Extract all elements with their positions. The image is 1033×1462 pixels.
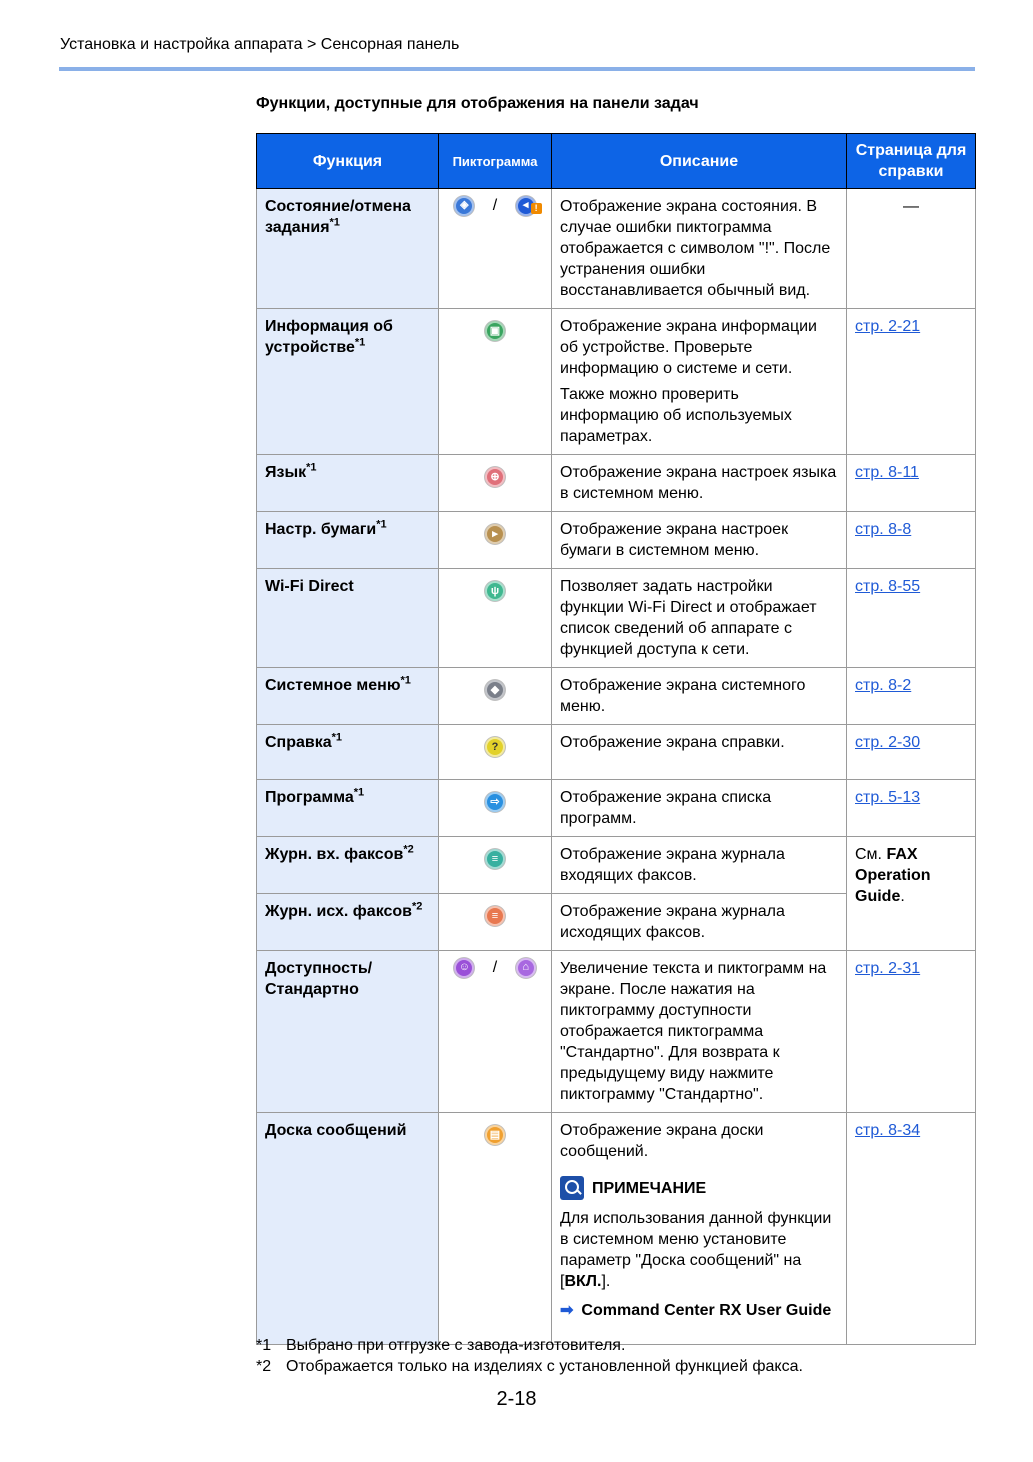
table-row (257, 569, 976, 668)
functions-table (256, 133, 976, 1345)
device-info-icon[interactable]: ▣ (485, 321, 505, 341)
icon-cell (439, 189, 552, 309)
reference-link[interactable]: стр. 5-13 (855, 789, 921, 806)
table-row (257, 512, 976, 569)
page-number: 2-18 (496, 1388, 537, 1410)
note-text: Для использования данной функции в системном меню установите параметр "Доска сообщений" на [ВКЛ.]. (560, 1210, 832, 1290)
footnote-mark: *1 (353, 786, 365, 799)
function-name: Системное меню$^{*1}$ (257, 668, 439, 725)
message-board-icon[interactable]: ▤ (485, 1125, 505, 1145)
function-name: Доска сообщений (257, 1113, 439, 1345)
icon-cell (439, 309, 552, 455)
function-description: Отображение экрана справки. (552, 725, 847, 780)
icon-cell (439, 569, 552, 668)
function-description: Отображение экрана состояния. В случае ошибки пиктограмма отображается с символом "!". После устранения ошибки восстанавливается обычный вид. (552, 189, 847, 309)
footnote-mark: *2 (412, 900, 423, 913)
reference-cell (847, 725, 976, 780)
reference-cell (847, 569, 976, 668)
description-paragraph: Отображение экрана информации об устройстве. Проверьте информацию о системе и сети. (560, 318, 817, 377)
header-description: Описание (552, 134, 847, 189)
icon-cell (439, 837, 552, 894)
language-icon[interactable]: ⊕ (485, 467, 505, 487)
table-row (257, 309, 976, 455)
reference-link[interactable]: стр. 8-8 (855, 521, 912, 538)
icon-cell (439, 780, 552, 837)
function-description: Отображение экрана журнала исходящих факсов. (552, 894, 847, 951)
system-menu-icon[interactable]: ◆ (485, 680, 505, 700)
footnote-mark: *2 (403, 843, 414, 856)
icon-separator: / (492, 959, 498, 976)
icon-separator: / (492, 197, 498, 214)
table-row (257, 189, 976, 309)
reference-link[interactable]: стр. 8-34 (855, 1122, 921, 1139)
function-name: Настр. бумаги$^{*1}$ (257, 512, 439, 569)
table-row (257, 668, 976, 725)
reference-cell (847, 309, 976, 455)
paper-settings-icon[interactable]: ▸ (485, 524, 505, 544)
icon-cell (439, 668, 552, 725)
arrow-right-icon: ➡ (560, 1302, 574, 1319)
job-status-error-icon[interactable]: ◂ (516, 196, 536, 216)
icon-cell (439, 1113, 552, 1345)
function-name: Информация об устройстве$^{*1}$ (257, 309, 439, 455)
icon-cell (439, 725, 552, 780)
function-description: Отображение экрана настроек бумаги в системном меню. (552, 512, 847, 569)
help-icon[interactable]: ? (485, 737, 505, 757)
reference-cell (847, 512, 976, 569)
table-row (257, 725, 976, 780)
accessibility-icon[interactable]: ☺ (454, 958, 474, 978)
footnote-mark: *1 (376, 518, 387, 531)
guide-link[interactable] (560, 1300, 838, 1321)
footnote-mark: *1 (329, 216, 340, 229)
note-title: ПРИМЕЧАНИЕ (592, 1179, 707, 1197)
table-row (257, 1113, 976, 1345)
description-paragraph: Отображение экрана доски сообщений. (560, 1122, 764, 1160)
icon-cell (439, 455, 552, 512)
section-title: Функции, доступные для отображения на панели задач (256, 95, 699, 112)
standard-home-icon[interactable]: ⌂ (516, 958, 536, 978)
header-icon: Пиктограмма (439, 134, 552, 189)
reference-link[interactable]: стр. 2-30 (855, 734, 921, 751)
reference-link[interactable]: стр. 8-11 (855, 464, 919, 481)
function-description: Отображение экрана системного меню. (552, 668, 847, 725)
guide-link-label: Command Center RX User Guide (581, 1302, 832, 1319)
function-description: Отображение экрана настроек языка в системном меню. (552, 455, 847, 512)
outgoing-fax-log-icon[interactable]: ≡ (485, 906, 505, 926)
header-divider (59, 67, 975, 71)
function-name: Язык$^{*1}$ (257, 455, 439, 512)
icon-cell (439, 512, 552, 569)
reference-cell: — (847, 189, 976, 309)
description-paragraph: Также можно проверить информацию об используемых параметрах. (560, 386, 792, 445)
function-name: Справка$^{*1}$ (257, 725, 439, 780)
header-function: Функция (257, 134, 439, 189)
reference-link[interactable]: стр. 2-21 (855, 318, 921, 335)
reference-cell (847, 668, 976, 725)
function-description: Отображение экрана журнала входящих факсов. (552, 837, 847, 894)
table-row (257, 455, 976, 512)
footnote-mark: *1 (400, 674, 411, 687)
reference-cell (847, 780, 976, 837)
footnote-mark: *1 (306, 461, 317, 474)
function-description (552, 309, 847, 455)
breadcrumb: Установка и настройка аппарата > Сенсорная панель (60, 36, 460, 53)
function-name: Журн. вх. факсов$^{*2}$ (257, 837, 439, 894)
incoming-fax-log-icon[interactable]: ≡ (485, 849, 505, 869)
footnote-mark: *1 (331, 731, 343, 744)
reference-link[interactable]: стр. 8-2 (855, 677, 912, 694)
reference-link[interactable]: стр. 2-31 (855, 960, 921, 977)
warning-badge-icon: ! (531, 203, 542, 214)
guide-reference: FAX Operation Guide (855, 846, 931, 905)
function-name: Состояние/отмена задания$^{*1}$ (257, 189, 439, 309)
function-name: Программа$^{*1}$ (257, 780, 439, 837)
header-reference: Страница для справки (847, 134, 976, 189)
reference-cell (847, 951, 976, 1113)
table-row (257, 780, 976, 837)
footnotes (256, 1335, 803, 1377)
note-header (560, 1176, 838, 1200)
function-description (552, 1113, 847, 1345)
function-name: Wi-Fi Direct (257, 569, 439, 668)
function-description: Отображение экрана списка программ. (552, 780, 847, 837)
icon-cell (439, 951, 552, 1113)
reference-link[interactable]: стр. 8-55 (855, 578, 921, 595)
icon-cell (439, 894, 552, 951)
reference-cell (847, 455, 976, 512)
footnote: *1 Выбрано при отгрузке с завода-изготовителя. (256, 1337, 626, 1354)
function-description: Увеличение текста и пиктограмм на экране. После нажатия на пиктограмму доступности отображается пиктограмма "Стандартно". Для возврата к предыдущему виду нажмите пиктограмму "Стандартно". (552, 951, 847, 1113)
function-description: Позволяет задать настройки функции Wi-Fi Direct и отображает список сведений об аппарате с функцией доступа к сети. (552, 569, 847, 668)
job-status-icon[interactable]: ◈ (454, 196, 474, 216)
function-name: Журн. исх. факсов$^{*2}$ (257, 894, 439, 951)
program-icon[interactable]: ⇨ (485, 792, 505, 812)
table-row (257, 951, 976, 1113)
on-setting-label: ВКЛ. (564, 1273, 602, 1290)
reference-cell: См. FAX Operation Guide. (847, 837, 976, 951)
note-magnifier-icon (560, 1176, 584, 1200)
table-row (257, 837, 976, 894)
table-header-row (257, 134, 976, 189)
reference-cell (847, 1113, 976, 1345)
footnote-mark: *1 (354, 336, 366, 349)
footnote: *2 Отображается только на изделиях с установленной функцией факса. (256, 1358, 803, 1375)
wifi-direct-icon[interactable]: ψ (485, 581, 505, 601)
function-name: Доступность/ Стандартно (257, 951, 439, 1113)
